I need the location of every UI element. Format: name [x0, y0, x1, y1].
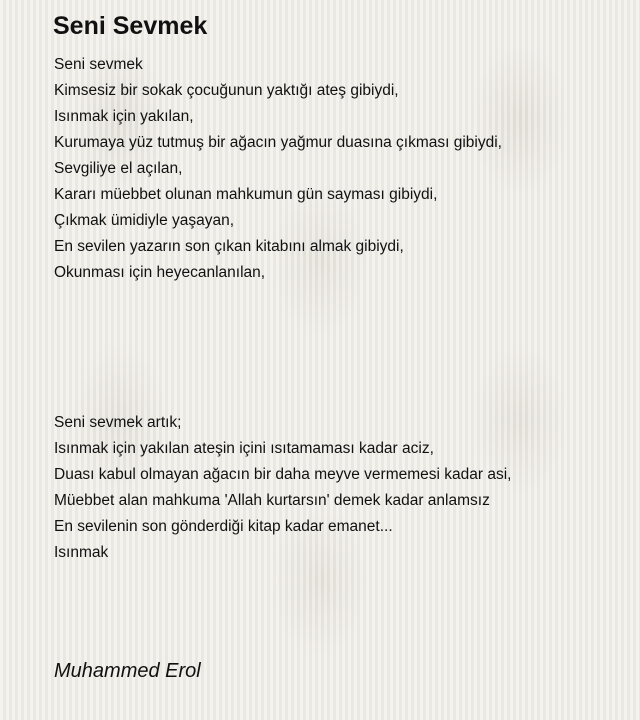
- stanza-2: [54, 413, 511, 569]
- poem-line: En sevilen yazarın son çıkan kitabını almak gibiydi,: [54, 238, 404, 255]
- stanza-1: [54, 55, 502, 289]
- poem-line: Müebbet alan mahkuma 'Allah kurtarsın' demek kadar anlamsız: [54, 492, 490, 509]
- poem-title: Seni Sevmek: [53, 12, 208, 40]
- poem-line: Sevgiliye el açılan,: [54, 160, 183, 177]
- poem-line: Kimsesiz bir sokak çocuğunun yaktığı ateş gibiydi,: [54, 82, 399, 99]
- poem-line: Isınmak için yakılan ateşin içini ısıtamaması kadar aciz,: [54, 440, 434, 457]
- poem-line: Isınmak: [54, 544, 109, 561]
- poem-line: Çıkmak ümidiyle yaşayan,: [54, 212, 235, 229]
- poem-line: Kurumaya yüz tutmuş bir ağacın yağmur duasına çıkması gibiydi,: [54, 134, 502, 151]
- poem-line: Isınmak için yakılan,: [54, 108, 194, 125]
- poem-line: Duası kabul olmayan ağacın bir daha meyve vermemesi kadar asi,: [54, 466, 512, 483]
- poem-author: Muhammed Erol: [54, 660, 201, 682]
- poem-line: Kararı müebbet olunan mahkumun gün sayması gibiydi,: [54, 186, 438, 203]
- poem-line: Okunması için heyecanlanılan,: [54, 264, 266, 281]
- poem-line: Seni sevmek: [54, 56, 143, 73]
- poem-line: En sevilenin son gönderdiği kitap kadar emanet...: [54, 518, 393, 535]
- poem-line: Seni sevmek artık;: [54, 414, 182, 431]
